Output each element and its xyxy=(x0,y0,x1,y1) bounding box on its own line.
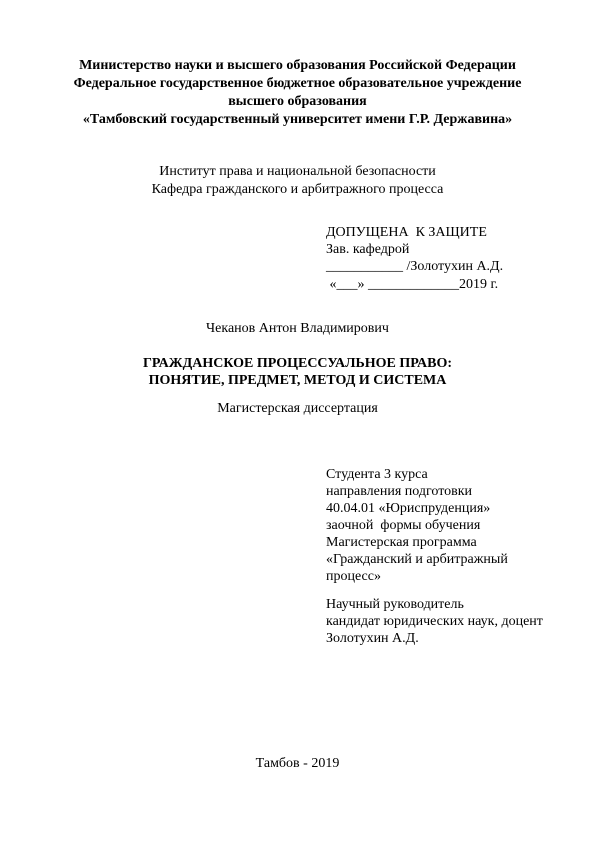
supervisor-degree: кандидат юридических наук, доцент xyxy=(326,614,543,629)
student-program-name: «Гражданский и арбитражный xyxy=(326,552,508,567)
city-year: Тамбов - 2019 xyxy=(255,756,340,771)
student-study-form: заочной формы обучения xyxy=(326,518,481,533)
supervisor-name: Золотухин А.Д. xyxy=(326,631,419,646)
thesis-title-line1: ГРАЖДАНСКОЕ ПРОЦЕССУАЛЬНОЕ ПРАВО: xyxy=(142,356,453,371)
university-name-line: «Тамбовский государственный университет имени Г.Р. Державина» xyxy=(82,112,513,127)
thesis-title-line2: ПОНЯТИЕ, ПРЕДМЕТ, МЕТОД И СИСТЕМА xyxy=(148,373,447,388)
education-level-line: высшего образования xyxy=(228,94,367,109)
work-type: Магистерская диссертация xyxy=(217,401,378,416)
ministry-line: Министерство науки и высшего образования Российской Федерации xyxy=(79,58,516,73)
student-direction-code: 40.04.01 «Юриспруденция» xyxy=(326,501,491,516)
approval-date: «___» _____________2019 г. xyxy=(326,277,499,292)
author-name: Чеканов Антон Владимирович xyxy=(206,321,389,336)
student-course: Студента 3 курса xyxy=(326,467,428,482)
approval-signature: ___________ /Золотухин А.Д. xyxy=(326,259,504,274)
institution-type-line: Федеральное государственное бюджетное образовательное учреждение xyxy=(73,76,522,91)
student-program-label: Магистерская программа xyxy=(326,535,477,550)
institute-line: Институт права и национальной безопасности xyxy=(159,164,436,179)
student-program-name-cont: процесс» xyxy=(326,569,381,584)
approval-title: ДОПУЩЕНА К ЗАЩИТЕ xyxy=(326,225,487,240)
student-direction-label: направления подготовки xyxy=(326,484,473,499)
supervisor-label: Научный руководитель xyxy=(326,597,464,612)
approval-role: Зав. кафедрой xyxy=(326,242,410,257)
department-line: Кафедра гражданского и арбитражного процесса xyxy=(151,182,444,197)
